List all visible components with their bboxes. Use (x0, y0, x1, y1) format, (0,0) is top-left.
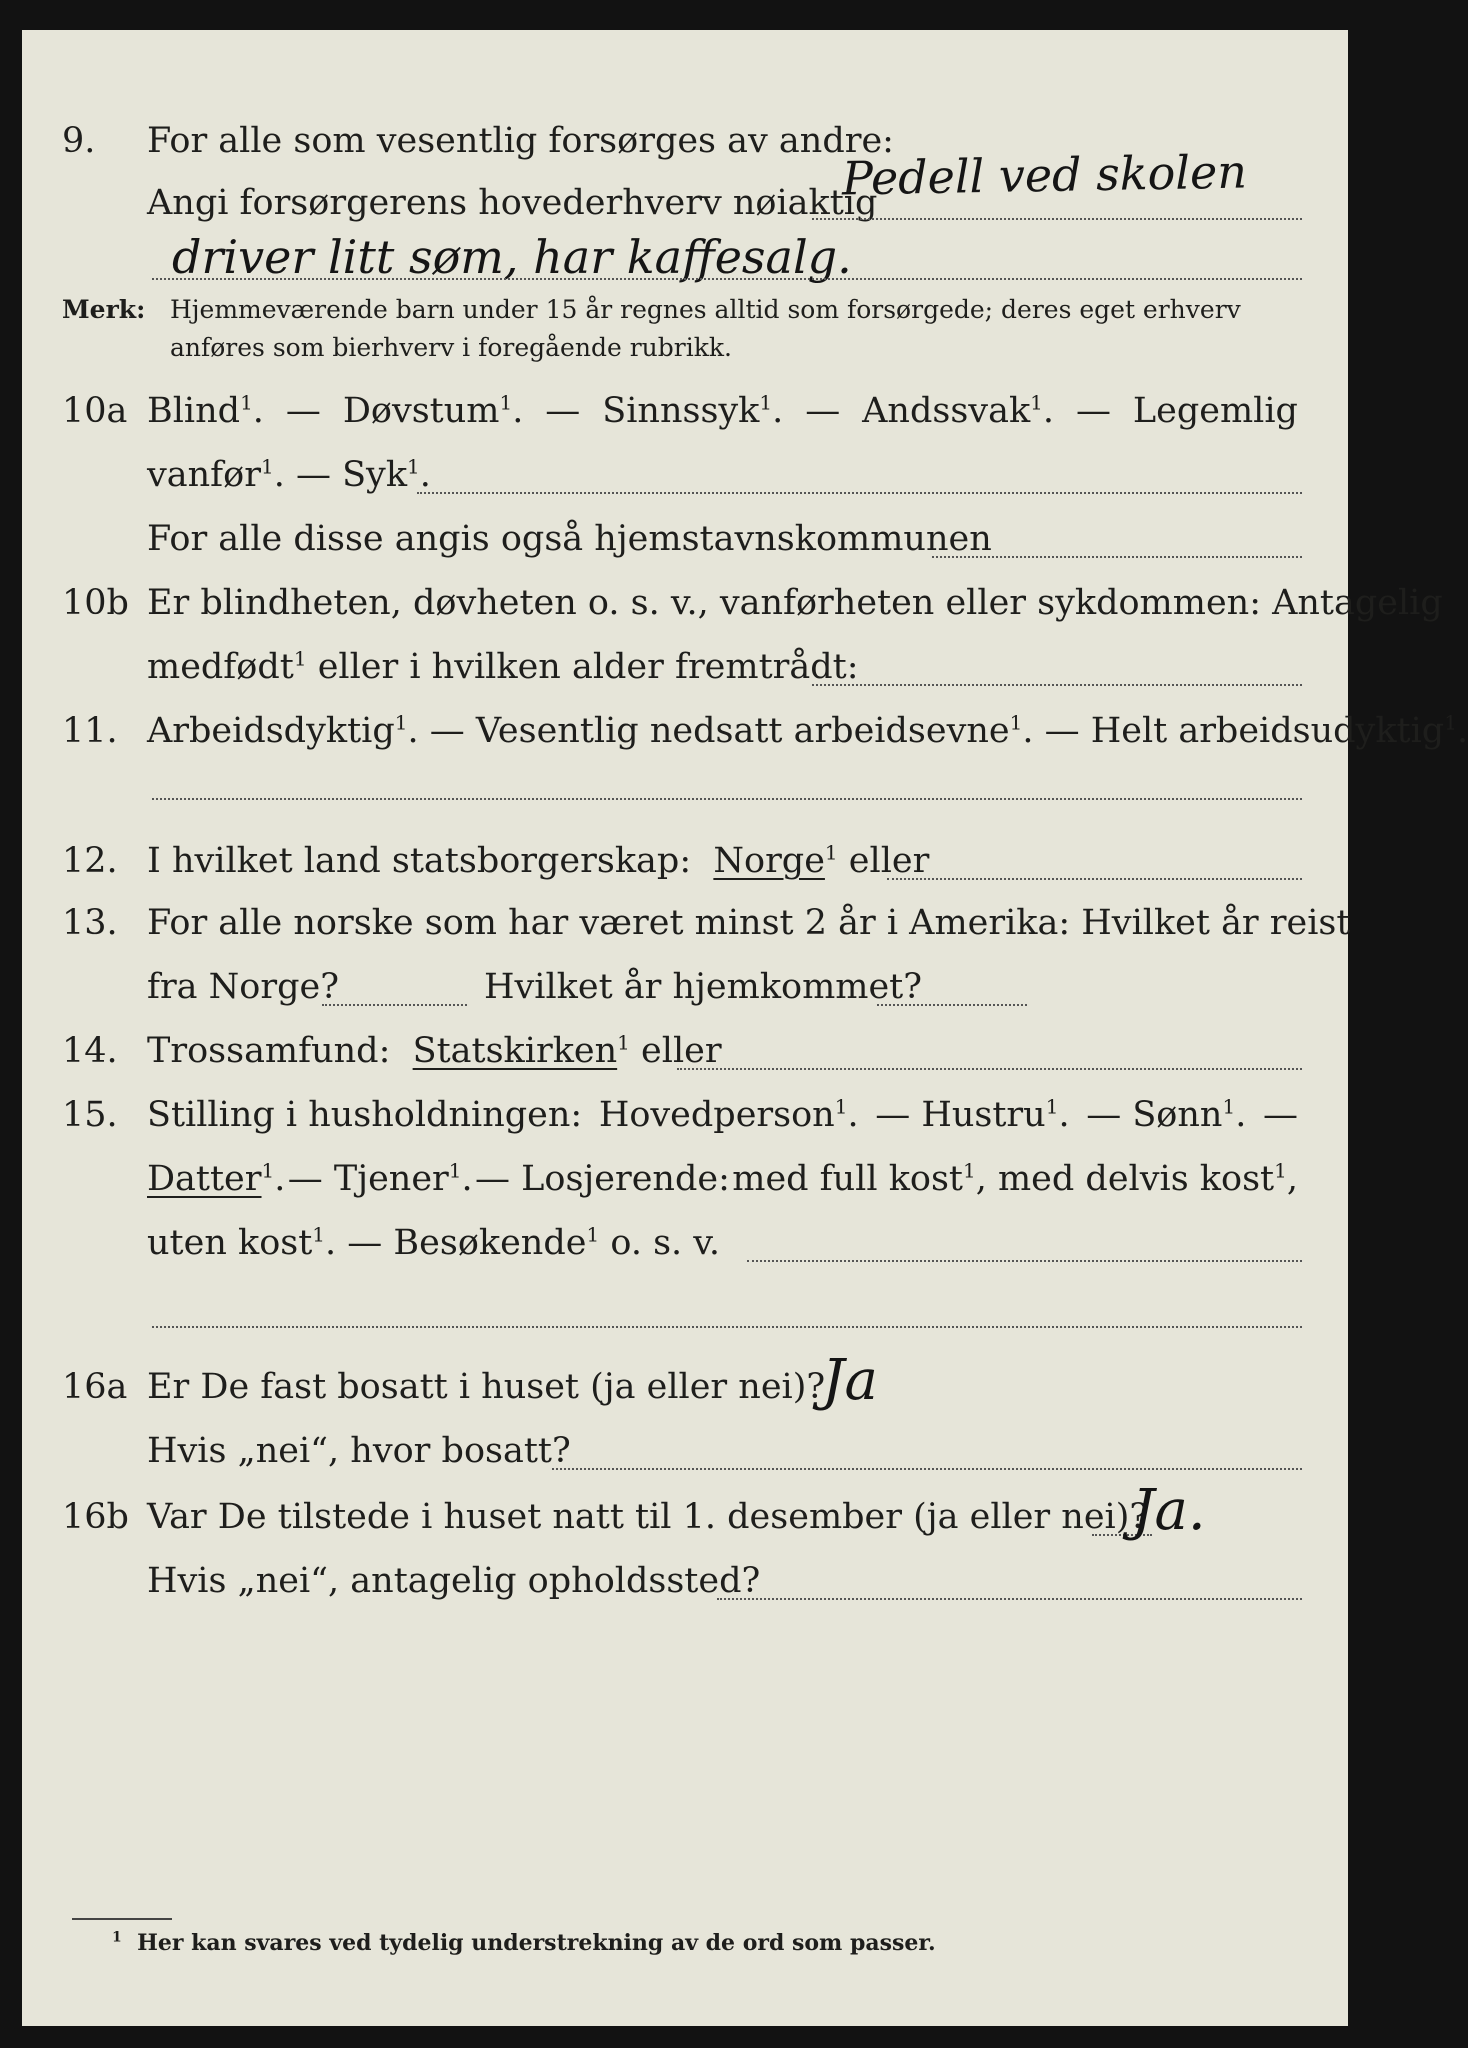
q10a-vanfor-syk: vanfør$^1$. — Syk$^1$. (147, 454, 431, 495)
q13-line2a: fra Norge? (147, 967, 339, 1007)
q10b-line1: Er blindheten, døvheten o. s. v., vanførheten eller sykdommen: Antagelig (147, 583, 1443, 623)
q14-answer-line (677, 1068, 1302, 1070)
q16a-handwritten-answer: Ja (822, 1348, 878, 1413)
q9-handwritten-answer-1: Pedell ved skolen (841, 144, 1248, 206)
q16b-line2: Hvis „nei“, antagelig opholdssted? (147, 1561, 761, 1601)
q15-answer-line-1 (747, 1260, 1302, 1262)
q9-answer-line-2 (152, 278, 1302, 280)
dash: — (805, 391, 841, 431)
q10a-answer-line (417, 492, 1302, 494)
q9-line2: Angi forsørgerens hovederhverv nøiaktig (147, 183, 878, 223)
q13-line2b: Hvilket år hjemkommet? (484, 967, 923, 1007)
q10b-number: 10b (62, 583, 129, 623)
q16a-line2: Hvis „nei“, hvor bosatt? (147, 1431, 571, 1471)
q16b-answer-line (717, 1598, 1302, 1600)
q12-text: I hvilket land statsborgerskap: Norge$^1$ eller (147, 840, 930, 881)
footnote-text: Her kan svares ved tydelig understrekning av de ord som passer. (137, 1930, 936, 1956)
q11-number: 11. (62, 711, 118, 751)
dash: — (1075, 391, 1111, 431)
merk-line1: Hjemmeværende barn under 15 år regnes alltid som forsørgede; deres eget erhverv (170, 295, 1241, 324)
q11-answer-line (152, 798, 1302, 800)
q10a-sinnssyk: Sinnssyk$^1$. (602, 390, 784, 431)
q10a-number: 10a (62, 391, 128, 431)
q9-line1: For alle som vesentlig forsørges av andre: (147, 121, 894, 161)
q13-reist-line (322, 1004, 467, 1006)
q16a-line1: Er De fast bosatt i huset (ja eller nei)? (147, 1367, 826, 1407)
q13-hjemkommet-line (877, 1004, 1027, 1006)
q9-answer-line-1 (812, 218, 1302, 220)
q16b-number: 16b (62, 1497, 129, 1537)
q15-line1: Stilling i husholdningen: Hovedperson$^1$. — Hustru$^1$. — Sønn$^1$. — (147, 1094, 1298, 1135)
q12-answer-line (887, 878, 1302, 880)
q16a-answer-line (552, 1468, 1302, 1470)
q10a-blind: Blind$^1$. (147, 390, 264, 431)
q10a-hjemstavn-line (932, 556, 1302, 558)
footnote (112, 1930, 936, 1956)
q12-number: 12. (62, 841, 118, 881)
q16a-number: 16a (62, 1367, 128, 1407)
q11-options: Arbeidsdyktig$^1$. — Vesentlig nedsatt arbeidsevne$^1$. — Helt arbeidsudyktig$^1$. (147, 710, 1468, 751)
footnote-rule (72, 1918, 172, 1920)
q14-text: Trossamfund: Statskirken$^1$ eller (147, 1030, 722, 1071)
q10b-answer-line (812, 684, 1302, 686)
q10a-dovstum: Døvstum$^1$. (342, 390, 524, 431)
q16b-line1: Var De tilstede i huset natt til 1. desember (ja eller nei)? (147, 1497, 1149, 1537)
q9-handwritten-answer-2: driver litt søm, har kaffesalg. (172, 230, 852, 284)
q9-number: 9. (62, 121, 96, 161)
q10a-line3: For alle disse angis også hjemstavnskommunen (147, 519, 992, 559)
q10a-andssvak: Andssvak$^1$. (862, 390, 1055, 431)
q15-number: 15. (62, 1095, 118, 1135)
census-form-page (22, 30, 1468, 2026)
q13-line1: For alle norske som har været minst 2 år i Amerika: Hvilket år reist (147, 903, 1351, 943)
q10a-legemlig: Legemlig (1132, 391, 1298, 431)
q14-statskirken-underlined: Statskirken (412, 1031, 618, 1071)
q13-number: 13. (62, 903, 118, 943)
q15-line2: Datter$^1$. — Tjener$^1$. — Losjerende: med full kost$^1$, med delvis kost$^1$, (147, 1158, 1298, 1199)
q16b-handwritten-answer: Ja. (1132, 1478, 1206, 1543)
q12-norge-underlined: Norge (713, 841, 825, 881)
q15-datter-underlined: Datter (147, 1159, 262, 1199)
merk-line2: anføres som bierhverv i foregående rubrikk. (170, 333, 732, 362)
q10a-options (147, 390, 1298, 432)
dash: — (545, 391, 581, 431)
dash: — (285, 391, 321, 431)
q10b-line2: medfødt$^1$ eller i hvilken alder fremtrådt: (147, 646, 859, 687)
q15-answer-line-2 (152, 1326, 1302, 1328)
q15-line3: uten kost$^1$. — Besøkende$^1$ o. s. v. (147, 1222, 721, 1263)
merk-label: Merk: (62, 295, 146, 324)
q14-number: 14. (62, 1031, 118, 1071)
footnote-mark: 1 (112, 1929, 122, 1946)
